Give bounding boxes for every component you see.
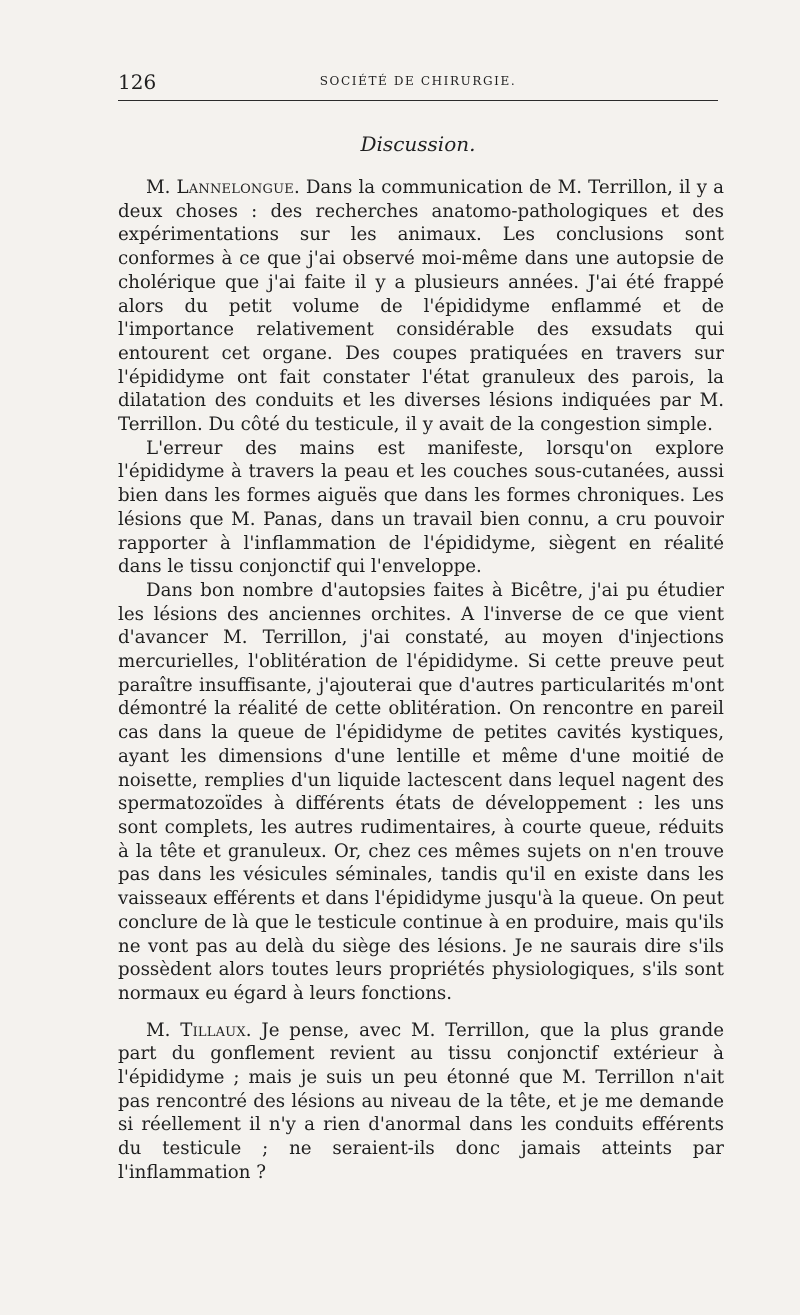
paragraph-tillaux [118,1019,724,1185]
running-title: SOCIÉTÉ DE CHIRURGIE. [319,74,517,88]
speaker-name-tillaux: Tillaux [180,1019,246,1041]
paragraph-erreur-des-mains [118,437,724,579]
section-heading: Discussion. [360,132,476,156]
running-header [118,66,718,94]
discussion-body [118,176,724,1185]
paragraph-text: L'erreur des mains est manifeste, lorsqu'on explore l'épididyme à travers la peau et les couches sous-cutanées, aussi bien dans les formes aiguës que dans les formes chroniques. Les lésions que M. Panas, dans un travail bien connu, a cru pouvoir rapporter à l'inflammation de l'épididyme, siègent en réalité dans le tissu conjonctif qui l'enveloppe. [118,437,724,578]
paragraph-gap [118,1006,724,1019]
speaker-name-lannelongue: Lannelongue [176,177,294,198]
speaker-prefix: M. [146,1019,181,1041]
paragraph-autopsies-bicetre [118,579,724,1006]
speaker-prefix: M. [146,177,177,198]
paragraph-text: Dans bon nombre d'autopsies faites à Bicêtre, j'ai pu étudier les lésions des anciennes orchites. A l'inverse de ce que vient d'avancer M. Terrillon, j'ai constaté, au moyen d'injections mercurielles, l'oblitération de l'épididyme. Si cette preuve peut paraître insuffisante, j'ajouterai que d'autres particularités m'ont démontré la réalité de cette oblitération. On rencontre en pareil cas dans la queue de l'épididyme de petites cavités kystiques, ayant les dimensions d'une lentille et même d'une moitié de noisette, remplies d'un liquide lactescent dans lequel nagent des spermatozoïdes à différents états de développement : les uns sont complets, les autres rudimentaires, à courte queue, réduits à la tête et granuleux. Or, chez ces mêmes sujets on n'en trouve pas dans les vésicules séminales, tandis qu'il en existe dans les vaisseaux efférents et dans l'épididyme jusqu'à la queue. On peut conclure de là que le testicule continue à en produire, mais qu'ils ne vont pas au delà du siège des lésions. Je ne saurais dire s'ils possèdent alors toutes leurs propriétés physiologiques, s'ils sont normaux eu égard à leurs fonctions. [118,579,724,1004]
paragraph-lannelongue [118,176,724,437]
paragraph-text: . Dans la communication de M. Terrillon, il y a deux choses : des recherches anatomo-pathologiques et des expérimentations sur les animaux. Les conclusions sont conformes à ce que j'ai observé moi-même dans une autopsie de cholérique que j'ai faite il y a plusieurs années. J'ai été frappé alors du petit volume de l'épididyme enflammé et de l'importance relativement considérable des exsudats qui entourent cet organe. Des coupes pratiquées en travers sur l'épididyme ont fait constater l'état granuleux des parois, la dilatation des conduits et les diverses lésions indiquées par M. Terrillon. Du côté du testicule, il y avait de la congestion simple. [118,177,724,436]
paragraph-text: . Je pense, avec M. Terrillon, que la plus grande part du gonflement revient au tissu conjonctif extérieur à l'épididyme ; mais je suis un peu étonné que M. Terrillon n'ait pas rencontré des lésions au niveau de la tête, et je me demande si réellement il n'y a rien d'anormal dans les conduits efférents du testicule ; ne seraient-ils donc jamais atteints par l'inflammation ? [118,1019,725,1183]
page-number: 126 [118,70,157,94]
header-rule [118,100,718,101]
